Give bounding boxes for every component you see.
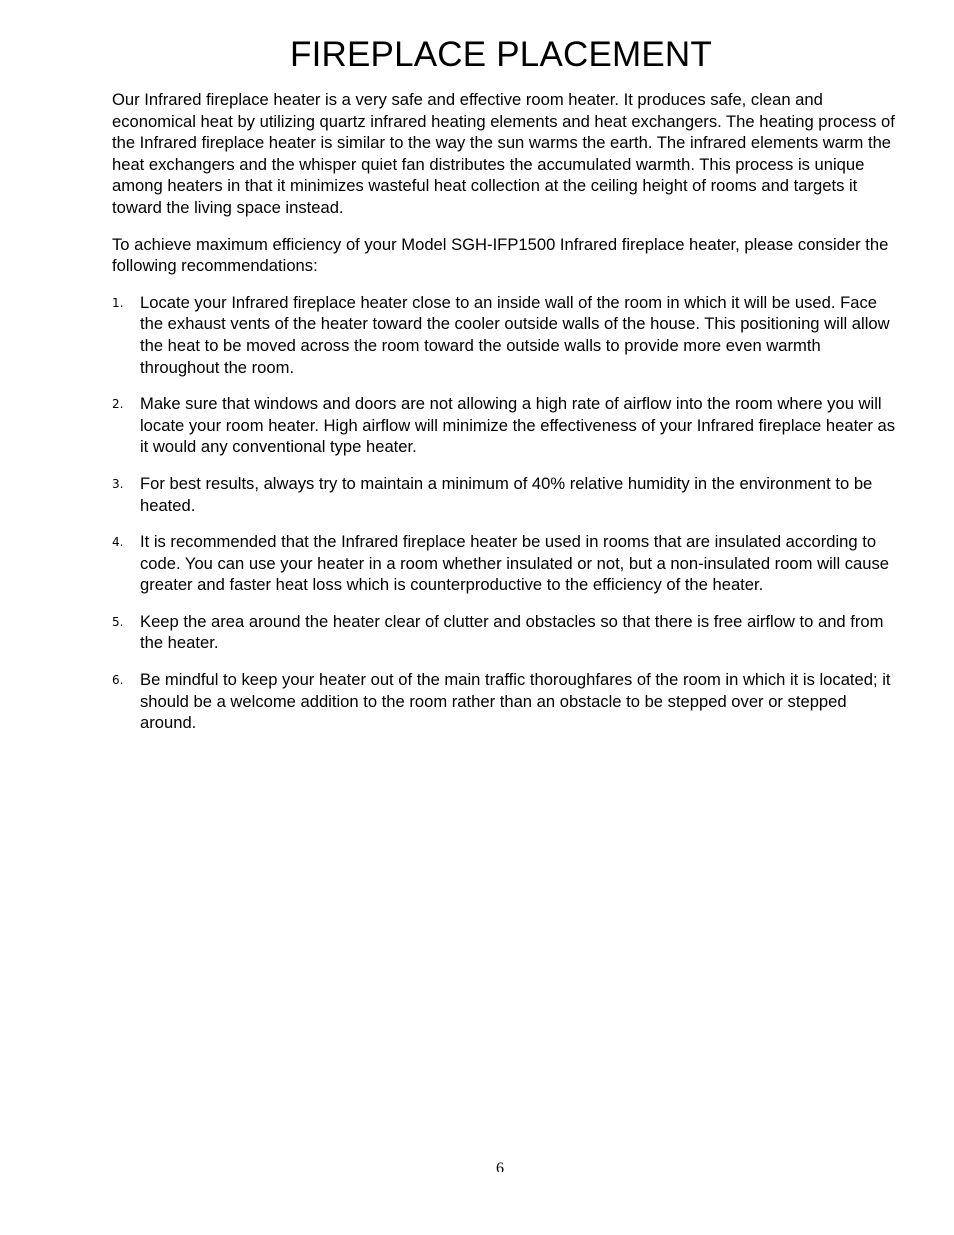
list-item-number: 1. <box>112 295 124 310</box>
document-body <box>112 89 902 749</box>
intro-paragraph: Our Infrared fireplace heater is a very safe and effective room heater. It produces safe, clean and economical heat by utilizing quartz infrared heating elements and heat exchangers. The heating process of the Infrared fireplace heater is similar to the way the sun warms the earth. The infrared elements warm the heat exchangers and the whisper quiet fan distributes the accumulated warmth. This process is unique among heaters in that it minimizes wasteful heat collection at the ceiling height of rooms and targets it toward the living space instead. <box>112 90 895 217</box>
list-item <box>112 531 902 596</box>
list-item <box>112 292 902 378</box>
page-number: 6 <box>496 1160 504 1172</box>
recommendations-list <box>112 292 902 734</box>
list-item-text: It is recommended that the Infrared fireplace heater be used in rooms that are insulated according to code. You can use your heater in a room whether insulated or not, but a non-insulated room will cause greater and faster heat loss which is counterproductive to the efficiency of the heater. <box>140 532 890 595</box>
list-item-text: Locate your Infrared fireplace heater close to an inside wall of the room in which it will be used. Face the exhaust vents of the heater toward the cooler outside walls of the house. This positioning will allow the heat to be moved across the room toward the outside walls to provide more even warmth throughout the room. <box>140 292 890 377</box>
list-item <box>112 669 902 734</box>
list-item-text: Keep the area around the heater clear of clutter and obstacles so that there is free airflow to and from the heater. <box>140 611 884 653</box>
list-item <box>112 473 902 516</box>
recommendations-intro-paragraph: To achieve maximum efficiency of your Model SGH-IFP1500 Infrared fireplace heater, please consider the following recommendations: <box>112 234 889 276</box>
list-item-number: 5. <box>112 614 124 629</box>
list-item-number: 3. <box>112 476 124 491</box>
list-item-number: 2. <box>112 397 124 412</box>
list-item-text: Make sure that windows and doors are not allowing a high rate of airflow into the room where you will locate your room heater. High airflow will minimize the effectiveness of your Infrared fireplace heater as it would any conventional type heater. <box>140 394 896 457</box>
list-item-number: 4. <box>112 535 124 550</box>
list-item-text: Be mindful to keep your heater out of the main traffic thoroughfares of the room in which it is located; it should be a welcome addition to the room rather than an obstacle to be stepped over or stepped around. <box>140 670 891 733</box>
list-item-text: For best results, always try to maintain a minimum of 40% relative humidity in the environment to be heated. <box>140 473 873 515</box>
list-item <box>112 393 902 458</box>
list-item-number: 6. <box>112 673 124 688</box>
list-item <box>112 611 902 654</box>
page-title: FIREPLACE PLACEMENT <box>290 35 712 74</box>
